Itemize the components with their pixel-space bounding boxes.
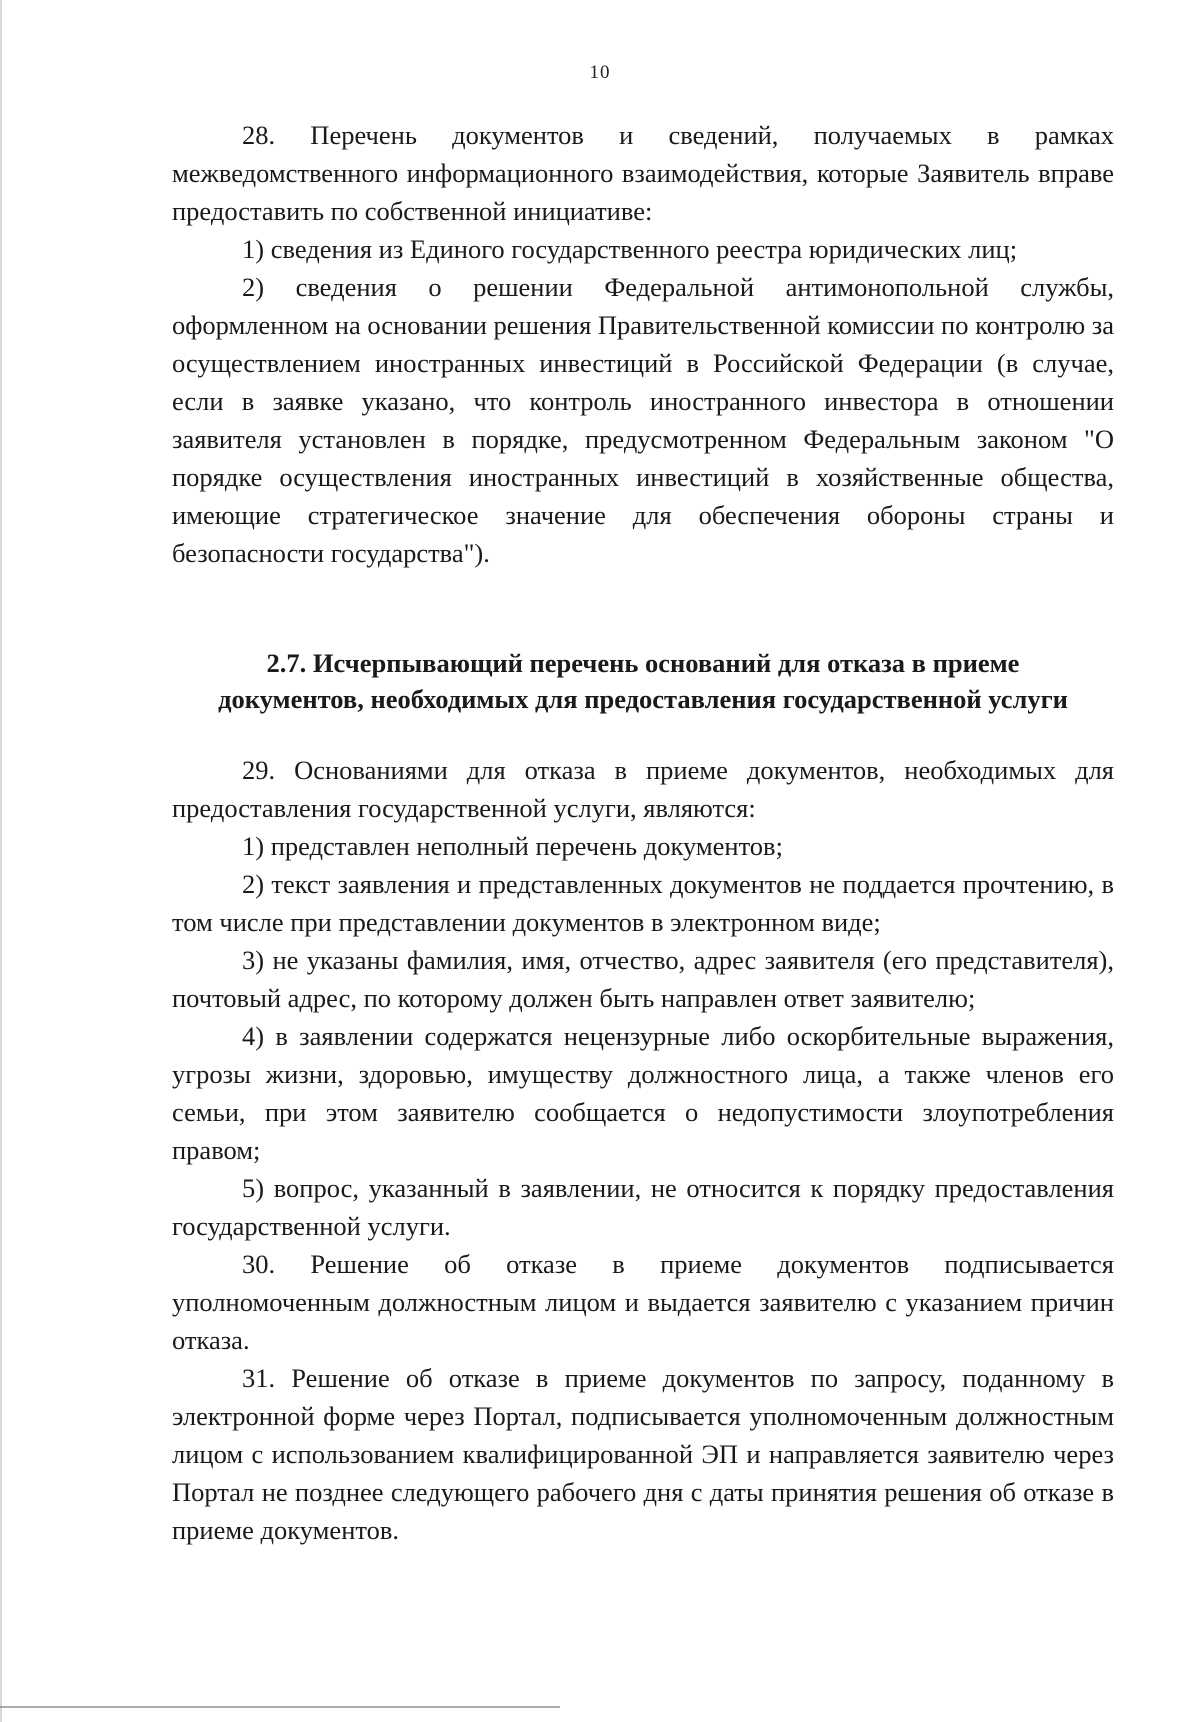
paragraph-29-item-2: 2) текст заявления и представленных документов не поддается прочтению, в том числе при представлении документов в электронном виде;	[172, 869, 1114, 937]
page-number: 10	[589, 62, 611, 83]
paragraph-29-item-4: 4) в заявлении содержатся нецензурные либо оскорбительные выражения, угрозы жизни, здоровью, имуществу должностного лица, а также членов его семьи, при этом заявителю сообщается о недопустимости злоупотребления правом;	[172, 1021, 1114, 1165]
section-heading-line-1: 2.7. Исчерпывающий перечень оснований для отказа в приеме	[266, 648, 1020, 678]
paragraph-29-item-1: 1) представлен неполный перечень документов;	[242, 831, 783, 861]
spacer	[172, 717, 1114, 751]
paragraph-29-item-5: 5) вопрос, указанный в заявлении, не относится к порядку предоставления государственной услуги.	[172, 1173, 1114, 1241]
paragraph-29-item-3: 3) не указаны фамилия, имя, отчество, адрес заявителя (его представителя), почтовый адрес, по которому должен быть направлен ответ заявителю;	[172, 945, 1114, 1013]
paragraph-28-item-2: 2) сведения о решении Федеральной антимонопольной службы, оформленном на основании решения Правительственной комиссии по контролю за осуществлением иностранных инвестиций в Российской Федерации (в случае, если в заявке указано, что контроль иностранного инвестора в отношении заявителя установлен в порядке, предусмотренном Федеральным законом "О порядке осуществления иностранных инвестиций в хозяйственные общества, имеющие стратегическое значение для обеспечения обороны страны и безопасности государства").	[172, 272, 1114, 568]
spacer	[172, 572, 1114, 645]
section-heading-line-2: документов, необходимых для предоставления государственной услуги	[218, 684, 1068, 714]
paragraph-31: 31. Решение об отказе в приеме документов по запросу, поданному в электронной форме через Портал, подписывается уполномоченным должностным лицом с использованием квалифицированной ЭП и направляется заявителю через Портал не позднее следующего рабочего дня с даты принятия решения об отказе в приеме документов.	[172, 1363, 1114, 1545]
paragraph-28-item-1: 1) сведения из Единого государственного реестра юридических лиц;	[242, 234, 1018, 264]
paragraph-30: 30. Решение об отказе в приеме документов подписывается уполномоченным должностным лицом и выдается заявителю с указанием причин отказа.	[172, 1249, 1114, 1355]
section-heading	[172, 645, 1114, 717]
paragraph-29: 29. Основаниями для отказа в приеме документов, необходимых для предоставления государственной услуги, являются:	[172, 755, 1114, 823]
paragraph-28: 28. Перечень документов и сведений, получаемых в рамках межведомственного информационного взаимодействия, которые Заявитель вправе предоставить по собственной инициативе:	[172, 120, 1114, 226]
scan-left-edge	[0, 0, 2, 1722]
scan-bottom-rule	[0, 1706, 560, 1708]
document-body	[172, 116, 1114, 1549]
